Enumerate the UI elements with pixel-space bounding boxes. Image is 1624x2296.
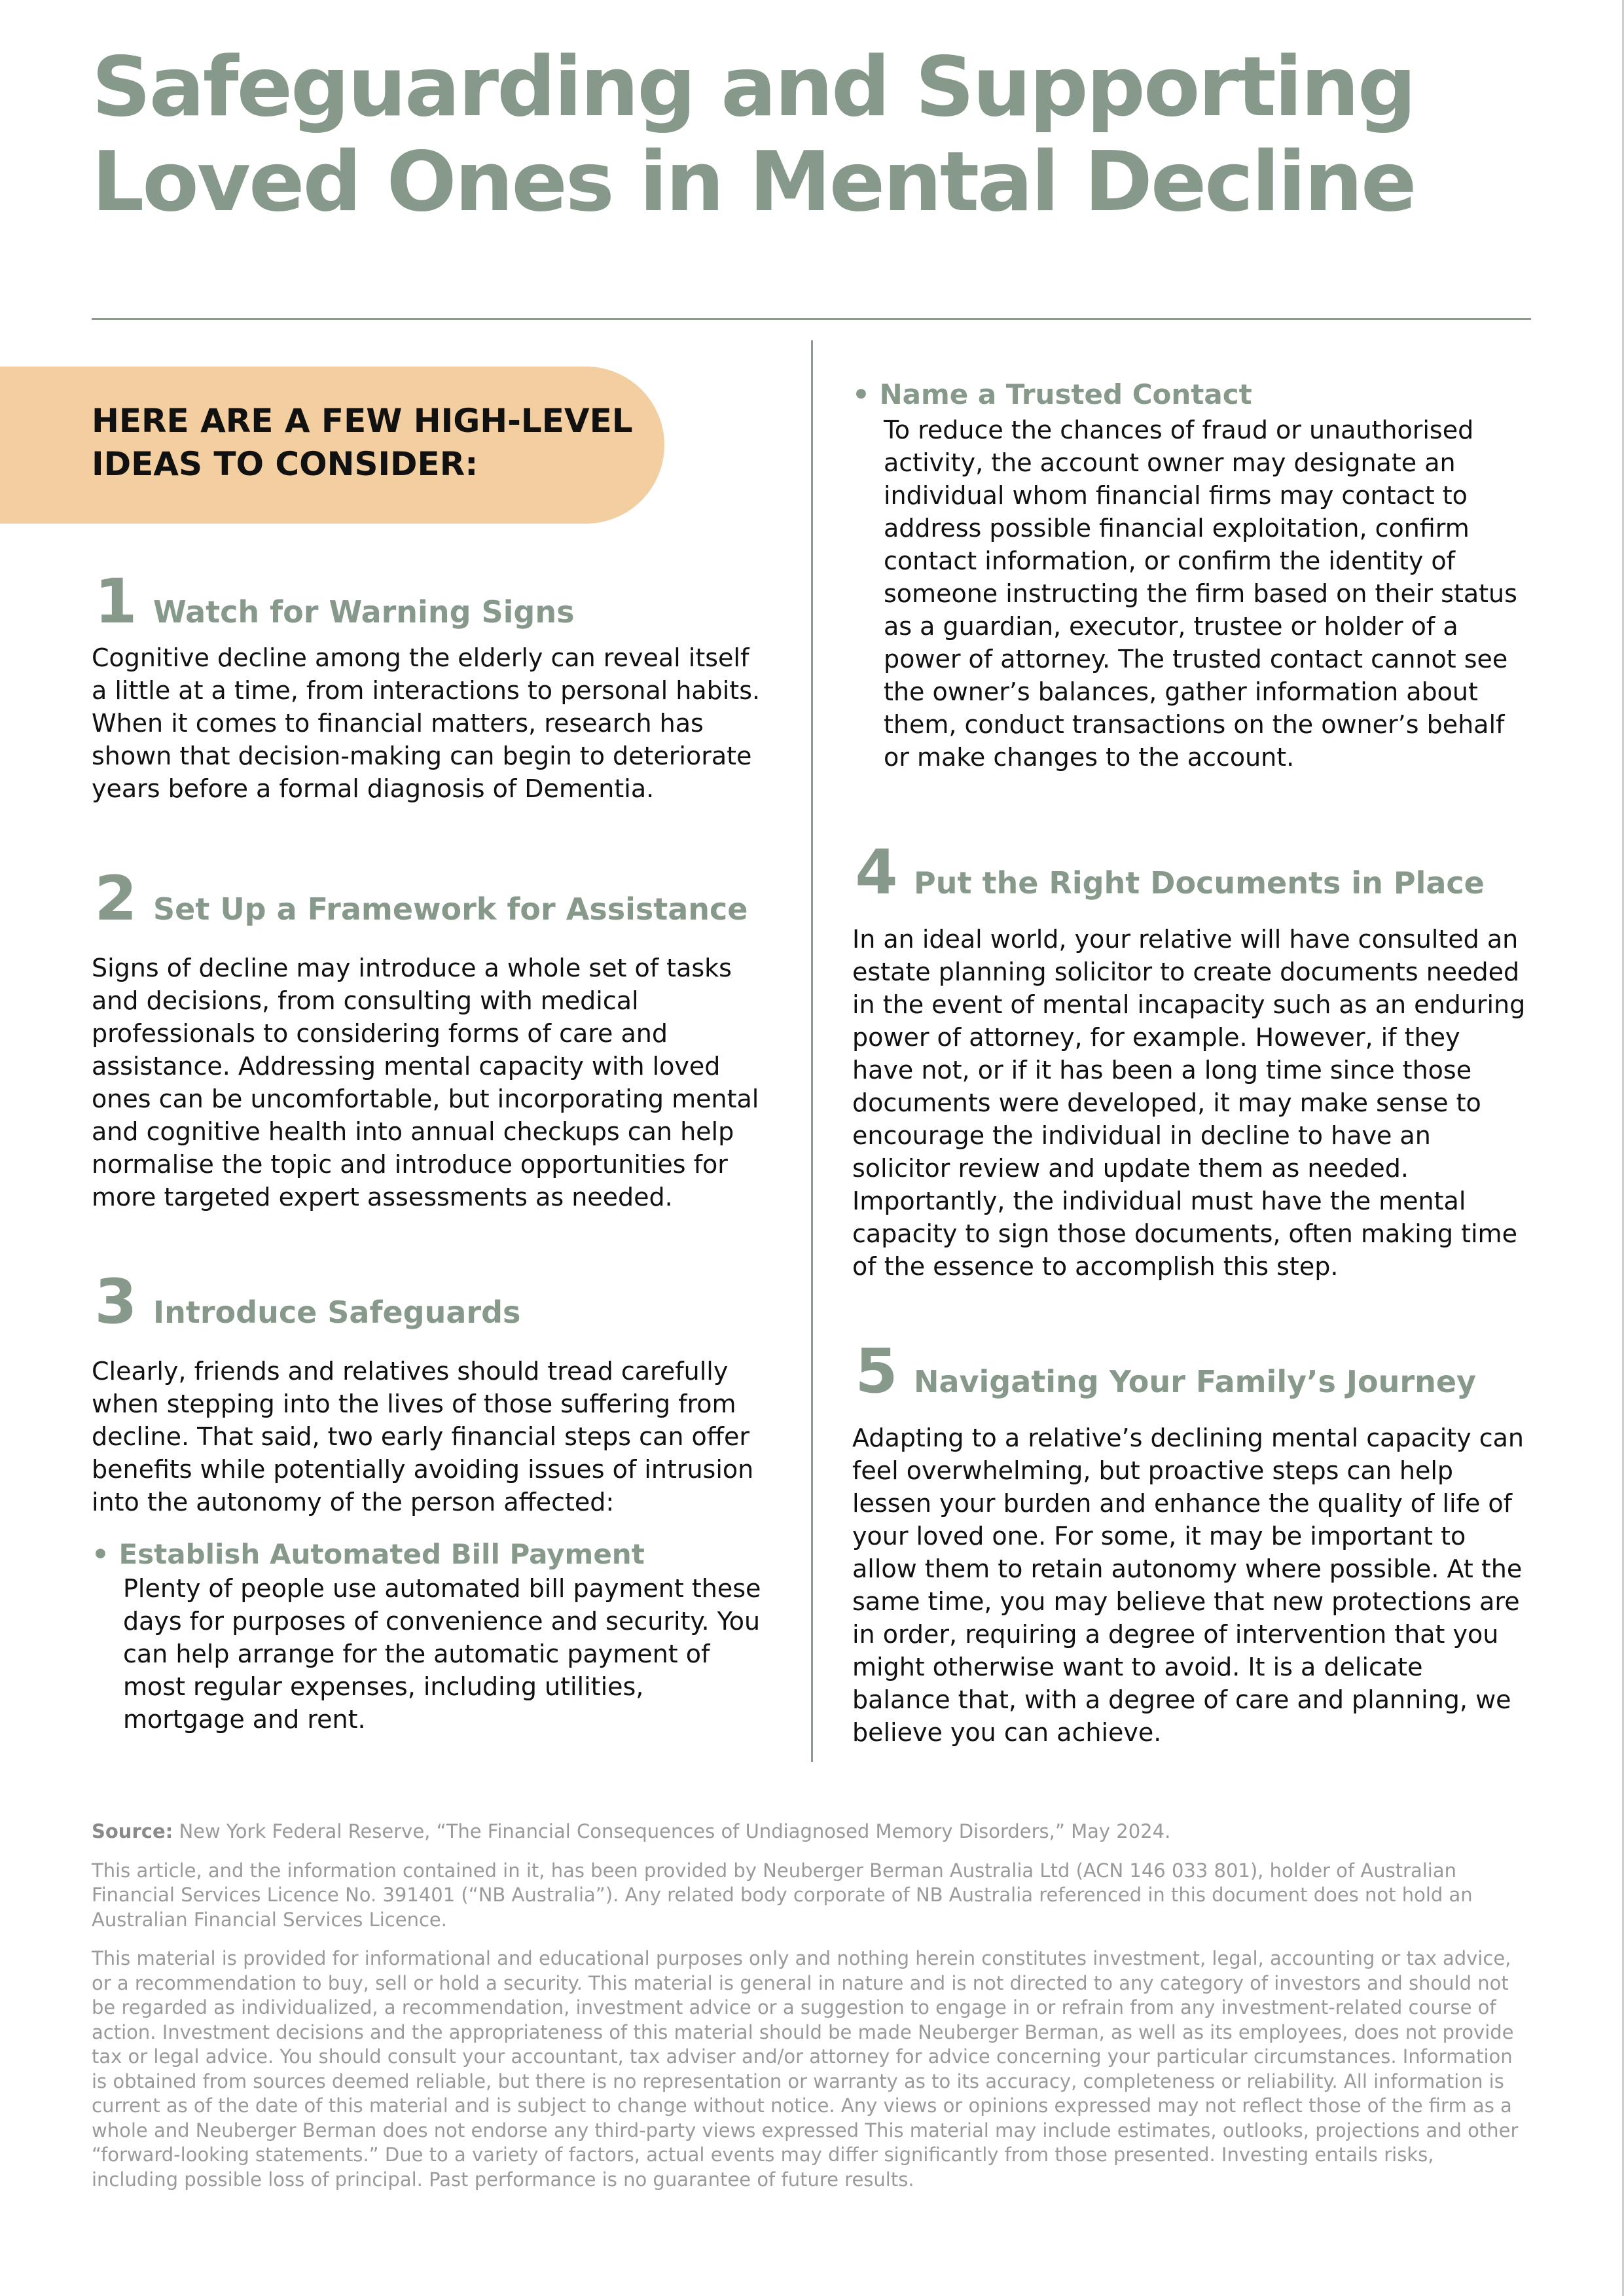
section-body: Adapting to a relative’s declining mental capacity can feel overwhelming, but proactive steps can help lessen your burden and enhance the quality of life of your loved one. For some, it may be important to allow them to retain autonomy where possible. At the same time, you may believe that new protections are in order, requiring a degree of intervention that you might otherwise want to avoid. It is a delicate balance that, with a degree of care and planning, we believe you can achieve. — [852, 1424, 1524, 1747]
section-title: Introduce Safeguards — [153, 1295, 521, 1330]
section-4 — [852, 837, 1526, 1283]
section-body: Clearly, friends and relatives should tread carefully when stepping into the lives of those suffering from decline. That said, two early financial steps can offer benefits while potentially avoiding issues of intrusion into the autonomy of the person affected: — [92, 1357, 754, 1516]
section-heading — [92, 863, 766, 935]
section-body: Signs of decline may introduce a whole set of tasks and decisions, from consulting with medical professionals to considering forms of care and assistance. Addressing mental capacity with loved ones can be uncomfortable, but incorporating mental and cognitive health into annual checkups can help normalise the topic and introduce opportunities for more targeted expert assessments as needed. — [92, 954, 759, 1211]
provider-note: This article, and the information contained in it, has been provided by Neuberger Berman Australia Ltd (ACN 146 033 801), holder of Australian Financial Services Licence No. 391401 (“NB Australia”). Any related body corporate of NB Australia referenced in this document does not hold an Australian Financial Services Licence. — [92, 1859, 1473, 1931]
section-body: In an ideal world, your relative will have consulted an estate planning solicitor to create documents needed in the event of mental incapacity such as an enduring power of attorney, for example. However, if they have not, or if it has been a long time since those documents were developed, it may make sense to encourage the individual in decline to have an solicitor review and update them as needed. Importantly, the individual must have the mental capacity to sign those documents, often making time of the essence to accomplish this step. — [852, 925, 1526, 1281]
section-number: 5 — [855, 1336, 898, 1407]
section-heading — [92, 1266, 766, 1338]
bullet-heading: • Establish Automated Bill Payment — [92, 1538, 645, 1570]
bullet-trusted-contact — [852, 377, 1526, 774]
section-title: Put the Right Documents in Place — [914, 865, 1485, 901]
section-2 — [92, 863, 766, 1213]
section-heading — [92, 566, 766, 637]
source-note — [92, 1820, 1519, 1844]
source-text: New York Federal Reserve, “The Financial Consequences of Undiagnosed Memory Disorders,” May 2024. — [179, 1820, 1171, 1842]
section-heading — [852, 1336, 1526, 1407]
title-divider — [92, 318, 1531, 320]
section-number: 2 — [94, 863, 137, 935]
section-1 — [92, 566, 766, 805]
section-number: 1 — [94, 566, 137, 637]
section-heading — [852, 837, 1526, 908]
section-number: 3 — [94, 1266, 137, 1338]
section-body: Cognitive decline among the elderly can reveal itself a little at a time, from interactions to personal habits. When it comes to financial matters, research has shown that decision-making can begin to deteriorate years before a formal diagnosis of Dementia. — [92, 643, 761, 803]
bullet-automated-bill-payment — [92, 1537, 766, 1736]
bullet-body: To reduce the chances of fraud or unauthorised activity, the account owner may designate an individual whom financial firms may contact to address possible financial exploitation, confirm contact information, or confirm the identity of someone instructing the firm based on their status as a guardian, executor, trustee or holder of a power of attorney. The trusted contact cannot see the owner’s balances, gather information about them, conduct transactions on the owner’s behalf or make changes to the account. — [884, 416, 1517, 772]
source-label: Source: — [92, 1820, 173, 1842]
section-title: Set Up a Framework for Assistance — [153, 891, 748, 927]
page-title: Safeguarding and Supporting Loved Ones in Mental Decline — [92, 39, 1415, 230]
section-title: Watch for Warning Signs — [153, 594, 575, 630]
section-title: Navigating Your Family’s Journey — [914, 1364, 1477, 1399]
section-3 — [92, 1266, 766, 1736]
footer — [92, 1820, 1519, 2206]
section-5 — [852, 1336, 1526, 1749]
callout-text: HERE ARE A FEW HIGH-LEVEL IDEAS TO CONSIDER: — [92, 402, 633, 483]
bullet-body: Plenty of people use automated bill payment these days for purposes of convenience and security. You can help arrange for the automatic payment of most regular expenses, including utilities, mortgage and rent. — [123, 1574, 761, 1734]
callout-banner — [0, 367, 664, 524]
bullet-heading: • Name a Trusted Contact — [852, 378, 1252, 410]
disclaimer: This material is provided for informational and educational purposes only and nothing herein constitutes investment, legal, accounting or tax advice, or a recommendation to buy, sell or hold a security. This material is general in nature and is not directed to any category of investors and should not be regarded as individualized, a recommendation, investment advice or a suggestion to engage in or refrain from any investment-related course of action. Investment decisions and the appropriateness of this material should be made Neuberger Berman, as well as its employees, does not provide tax or legal advice. You should consult your accountant, tax adviser and/or attorney for advice concerning your particular circumstances. Information is obtained from sources deemed reliable, but there is no representation or warranty as to its accuracy, completeness or reliability. All information is current as of the date of this material and is subject to change without notice. Any views or opinions expressed may not reflect those of the firm as a whole and Neuberger Berman does not endorse any third-party views expressed This material may include estimates, outlooks, projections and other “forward-looking statements.” Due to a variety of factors, actual events may differ significantly from those presented. Investing entails risks, including possible loss of principal. Past performance is no guarantee of future results. — [92, 1947, 1519, 2191]
column-divider — [811, 340, 813, 1762]
section-number: 4 — [855, 837, 898, 908]
